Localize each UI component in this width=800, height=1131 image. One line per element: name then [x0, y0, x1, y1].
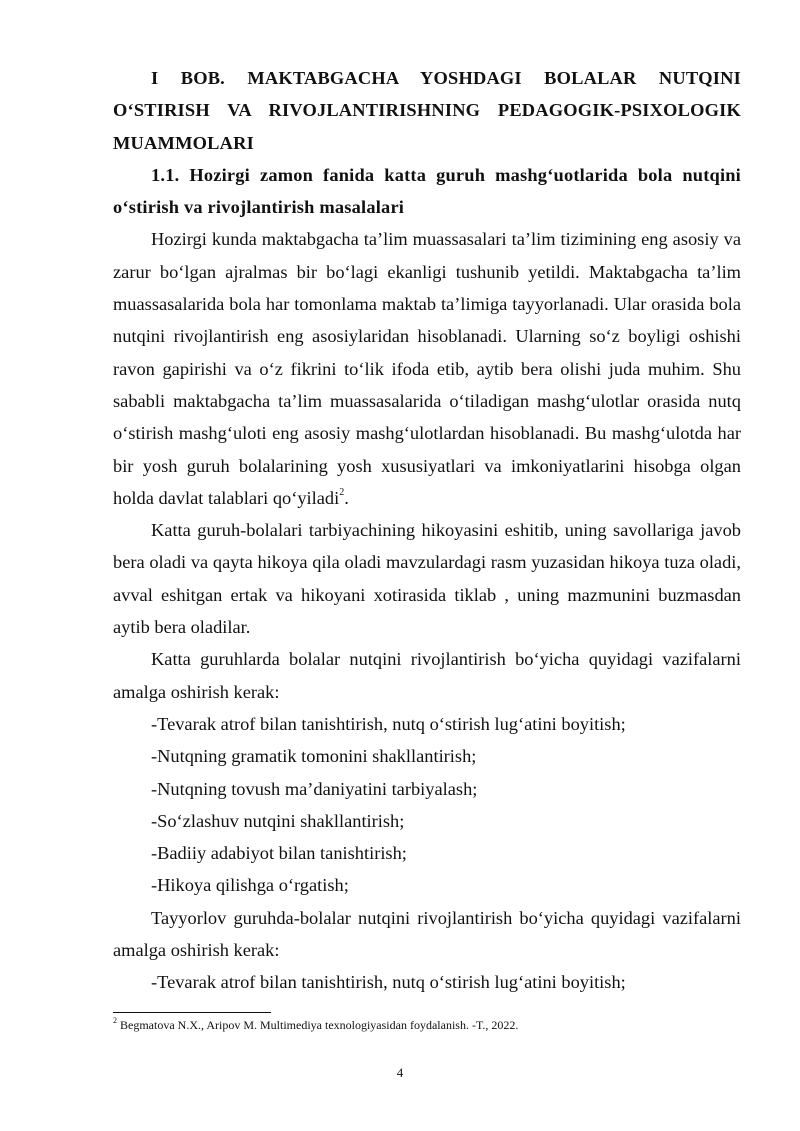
body-paragraph: Katta guruhlarda bolalar nutqini rivojlantirish bo‘yicha quyidagi vazifalarni amalga oshirish kerak: — [113, 649, 741, 702]
body-paragraph: Hozirgi kunda maktabgacha ta’lim muassasalari ta’lim tizimining eng asosiy va zarur bo‘lgan ajralmas bir bo‘lagi ekanligi tushunib yetildi. Maktabgacha ta’lim muassasalarida bola har tomonlama maktab ta’limiga tayyorlanadi. Ular orasida bola nutqini rivojlantirish eng asosiylaridan hisoblanadi. Ularning so‘z boyligi oshishi ravon gapirishi va o‘z fikrini to‘lik ifoda etib, aytib bera olishi juda muhim. Shu sababli maktabgacha ta’lim muassasalarida o‘tiladigan mashg‘ulotlar orasida nutq o‘stirish mashg‘uloti eng asosiy mashg‘ulotlardan hisoblanadi. Bu mashg‘ulotda har bir yosh guruh bolalarining yosh xususiyatlari va imkoniyatlarini hisobga olgan holda davlat talablari qo‘yiladi$^2$. — [113, 229, 741, 508]
footnote-number: 2 — [113, 1016, 117, 1025]
list-item: -Tevarak atrof bilan tanishtirish, nutq o‘stirish lug‘atini boyitish; — [151, 713, 626, 734]
section-heading: 1.1. Hozirgi zamon fanida katta guruh mashg‘uotlarida bola nutqini o‘stirish va rivojlantirish masalalari — [113, 164, 741, 218]
list-item: -Badiiy adabiyot bilan tanishtirish; — [151, 843, 407, 864]
body-paragraph: Katta guruh-bolalari tarbiyachining hikoyasini eshitib, uning savollariga javob bera oladi va qayta hikoya qila oladi mavzulardagi rasm yuzasidan hikoya tuza oladi, avval eshitgan ertak va hikoyani xotirasida tiklab , uning mazmunini buzmasdan aytib bera oladilar. — [113, 520, 741, 638]
footnote-separator — [113, 1012, 271, 1013]
page-number: 4 — [396, 1065, 404, 1080]
chapter-heading: I BOB. MAKTABGACHA YOSHDAGI BOLALAR NUTQINI O‘STIRISH VA RIVOJLANTIRISHNING PEDAGOGIK-PSIXOLOGIK MUAMMOLARI — [113, 68, 741, 153]
footnote-reference[interactable]: 2 — [339, 486, 345, 498]
body-paragraph: Tayyorlov guruhda-bolalar nutqini rivojlantirish bo‘yicha quyidagi vazifalarni amalga oshirish kerak: — [113, 907, 741, 961]
list-item: -Nutqning gramatik tomonini shakllantirish; — [151, 746, 477, 767]
list-item: -Hikoya qilishga o‘rgatish; — [151, 875, 349, 896]
list-item: -Tevarak atrof bilan tanishtirish, nutq o‘stirish lug‘atini boyitish; — [151, 972, 626, 993]
paragraph-text: Hozirgi kunda maktabgacha ta’lim muassasalari ta’lim tizimining eng asosiy va zarur bo‘lgan ajralmas bir bo‘lagi ekanligi tushunib yetildi. Maktabgacha ta’lim muassasalarida bola har tomonlama maktab ta’limiga tayyorlanadi. Ular orasida bola nutqini rivojlantirish eng asosiylaridan hisoblanadi. Ularning so‘z boyligi oshishi ravon gapirishi va o‘z fikrini to‘lik ifoda etib, aytib bera olishi juda muhim. Shu sababli maktabgacha ta’lim muassasalarida o‘tiladigan mashg‘ulotlar orasida nutq o‘stirish mashg‘uloti eng asosiy mashg‘ulotlardan hisoblanadi. Bu mashg‘ulotda har bir yosh guruh bolalarining yosh xususiyatlari va imkoniyatlarini hisobga olgan holda davlat talablari qo‘yiladi — [113, 229, 741, 508]
list-item: -Nutqning tovush ma’daniyatini tarbiyalash; — [151, 778, 478, 799]
page-body — [113, 62, 741, 999]
footnote-text: Begmatova N.X., Aripov M. Multimediya texnologiyasidan foydalanish. -T., 2022. — [117, 1018, 519, 1032]
footnote — [113, 1017, 741, 1033]
list-item: -So‘zlashuv nutqini shakllantirish; — [151, 810, 405, 831]
